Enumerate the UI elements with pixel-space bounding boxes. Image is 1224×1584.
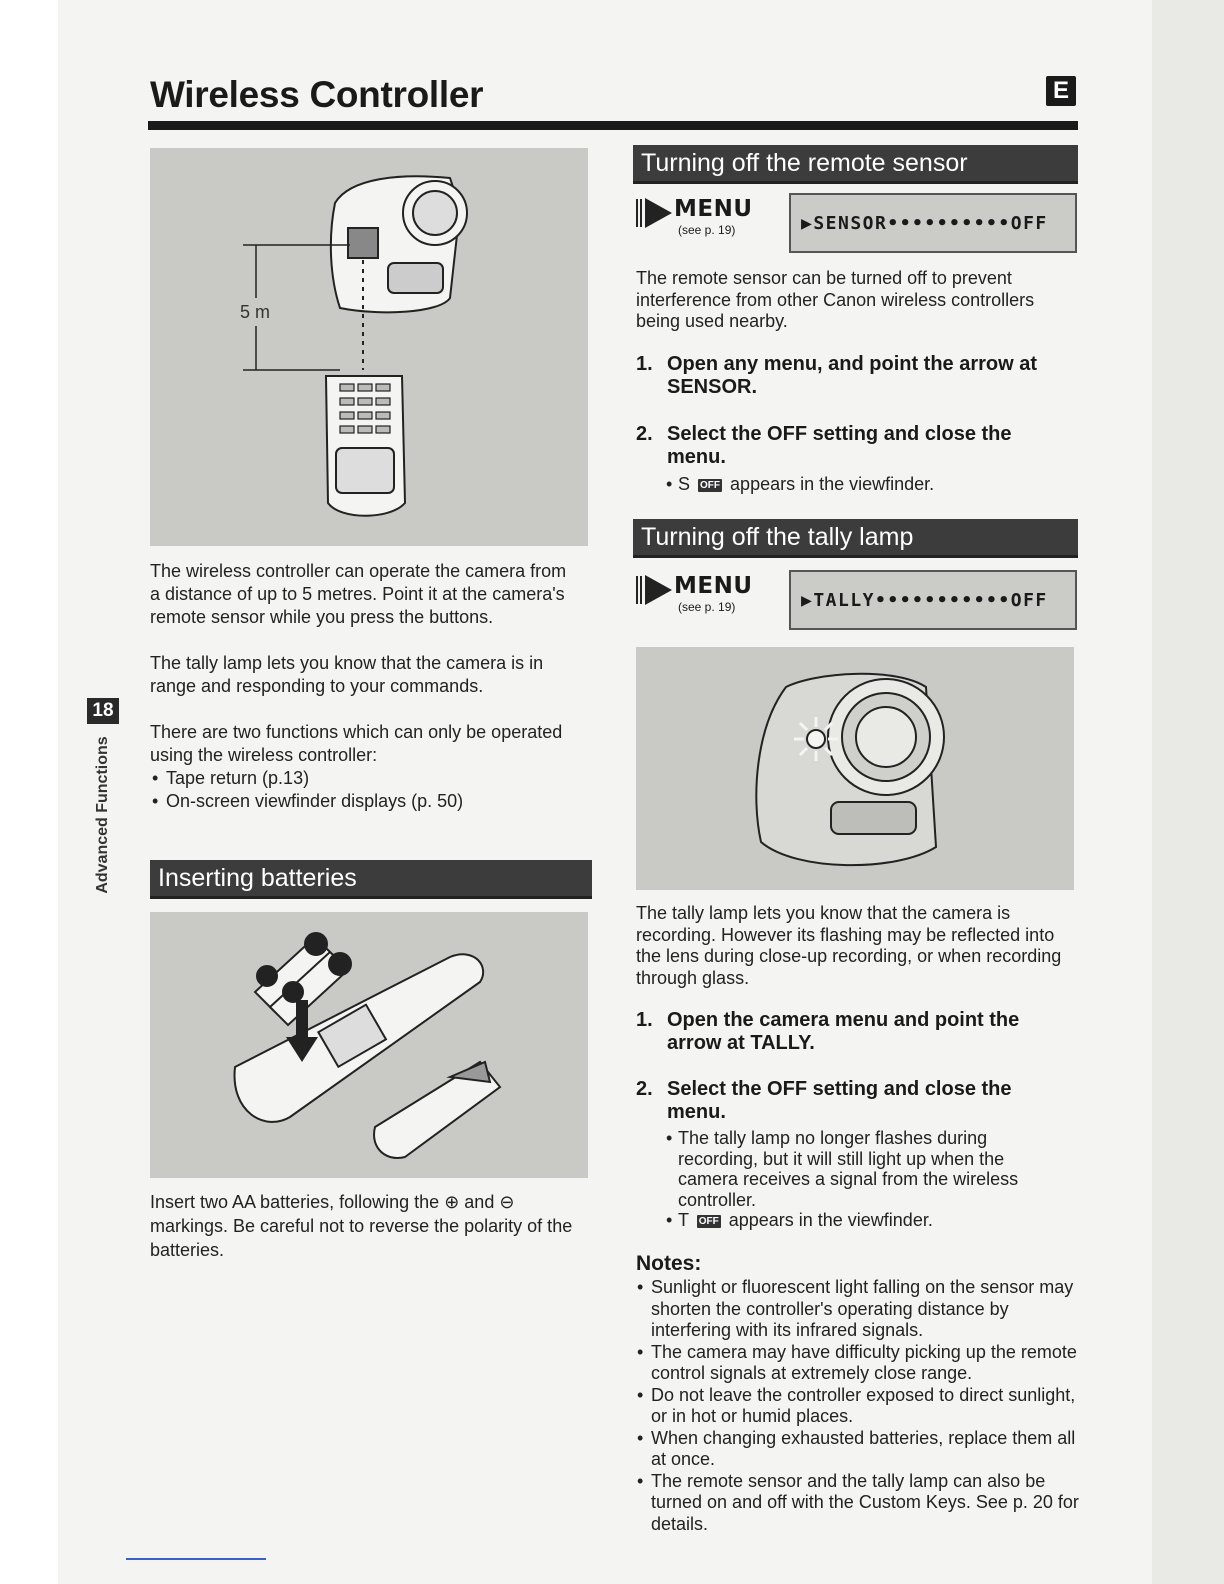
page-margin-right (1152, 0, 1224, 1584)
sensor-menu-display: ▶SENSOR••••••••••OFF (789, 193, 1077, 253)
tally-description: The tally lamp lets you know that the camera is recording. However its flashing may be reflected into the lens during close-up recording, or when recording through glass. (636, 903, 1062, 988)
step-number: 1. (636, 1009, 653, 1031)
menu-label: MENU (674, 196, 753, 222)
sensor-step-2 (636, 423, 1056, 469)
sensor-menu-tag (634, 196, 753, 237)
bullet: • (666, 474, 673, 494)
plus-symbol: ⊕ (444, 1192, 460, 1212)
step-number: 1. (636, 353, 653, 375)
off-indicator-icon: OFF (698, 1216, 719, 1227)
play-arrow-icon (634, 196, 674, 230)
camcorder-illustration (331, 176, 467, 312)
tally-step-2 (636, 1078, 1056, 1124)
intro-text (150, 560, 580, 813)
menu-label: MENU (674, 573, 753, 599)
step-text: Open the camera menu and point the arrow at TALLY. (667, 1009, 1020, 1054)
list-item: • Do not leave the controller exposed to direct sunlight, or in hot or humid places. (636, 1385, 1086, 1428)
indicator-text: appears in the viewfinder. (730, 474, 935, 494)
intro-paragraph: There are two functions which can only be operated using the wireless controller: (150, 722, 563, 765)
indicator-letter: S (678, 474, 691, 494)
tally-menu-tag (634, 573, 753, 614)
list-item: • The remote sensor and the tally lamp can also be turned on and off with the Custom Keys. See p. 20 for details. (636, 1471, 1086, 1536)
play-arrow-icon (634, 573, 674, 607)
intro-paragraph: The tally lamp lets you know that the camera is in range and responding to your commands. (150, 653, 544, 696)
camcorder-front-illustration (756, 674, 944, 865)
sensor-heading: Turning off the remote sensor (633, 145, 1078, 184)
menu-page-ref: (see p. 19) (678, 600, 736, 614)
step-text: Select the OFF setting and close the menu. (667, 1078, 1012, 1123)
note-text: The tally lamp no longer flashes during recording, but it will still light up when the camera receives a signal from the wireless controller. (678, 1128, 1019, 1210)
language-badge: E (1046, 76, 1076, 106)
bullet: • (666, 1210, 673, 1230)
step-number: 2. (636, 423, 653, 445)
notes-title: Notes: (636, 1252, 702, 1275)
list-item: • The camera may have difficulty picking up the remote control signals at extremely close range. (636, 1342, 1086, 1385)
tally-note (666, 1128, 1066, 1210)
sensor-description: The remote sensor can be turned off to prevent interference from other Canon wireless controllers being used nearby. (636, 268, 1035, 331)
tally-lamp-icon (794, 717, 838, 761)
batteries-figure (150, 912, 588, 1178)
page-title: Wireless Controller (150, 74, 484, 115)
list-item: • Sunlight or fluorescent light falling on the sensor may shorten the controller's operating distance by interfering with its infrared signals. (636, 1277, 1086, 1342)
bullet: • (666, 1128, 673, 1148)
tally-menu-display: ▶TALLY•••••••••••OFF (789, 570, 1077, 630)
and-word: and (464, 1192, 495, 1212)
sensor-step-1 (636, 353, 1076, 399)
intro-paragraph: The wireless controller can operate the camera from a distance of up to 5 metres. Point it at the camera's remote sensor while you press the buttons. (150, 561, 567, 627)
footer-rule (126, 1558, 266, 1560)
batteries-text-end: markings. Be careful not to reverse the polarity of the batteries. (150, 1216, 573, 1260)
menu-page-ref: (see p. 19) (678, 223, 736, 237)
off-indicator-icon: OFF (700, 480, 721, 491)
list-item: • When changing exhausted batteries, replace them all at once. (636, 1428, 1086, 1471)
tally-heading: Turning off the tally lamp (633, 519, 1078, 558)
page-number-tab: 18 (87, 698, 119, 724)
title-rule (148, 121, 1078, 130)
wireless-controller-illustration (326, 376, 405, 516)
function-list (150, 767, 580, 813)
tally-indicator (666, 1210, 1066, 1231)
remote-distance-figure (150, 148, 588, 546)
notes-list (636, 1277, 1086, 1535)
batteries-heading: Inserting batteries (150, 860, 592, 899)
page-margin-left (0, 0, 58, 1584)
section-side-label: Advanced Functions (94, 736, 111, 894)
step-number: 2. (636, 1078, 653, 1100)
list-item: • On-screen viewfinder displays (p. 50) (150, 790, 580, 813)
batteries-text-start: Insert two AA batteries, following the (150, 1192, 440, 1212)
step-text: Open any menu, and point the arrow at SENSOR. (667, 353, 1038, 398)
indicator-letter: T (678, 1210, 689, 1230)
tally-lamp-figure (636, 647, 1074, 890)
list-item: • Tape return (p.13) (150, 767, 580, 790)
distance-label: 5 m (240, 302, 271, 322)
minus-symbol: ⊖ (499, 1192, 515, 1212)
sensor-indicator (666, 474, 1066, 495)
batteries-text (150, 1190, 590, 1262)
tally-step-1 (636, 1009, 1076, 1055)
indicator-text: appears in the viewfinder. (728, 1210, 933, 1230)
step-text: Select the OFF setting and close the menu. (667, 423, 1012, 468)
